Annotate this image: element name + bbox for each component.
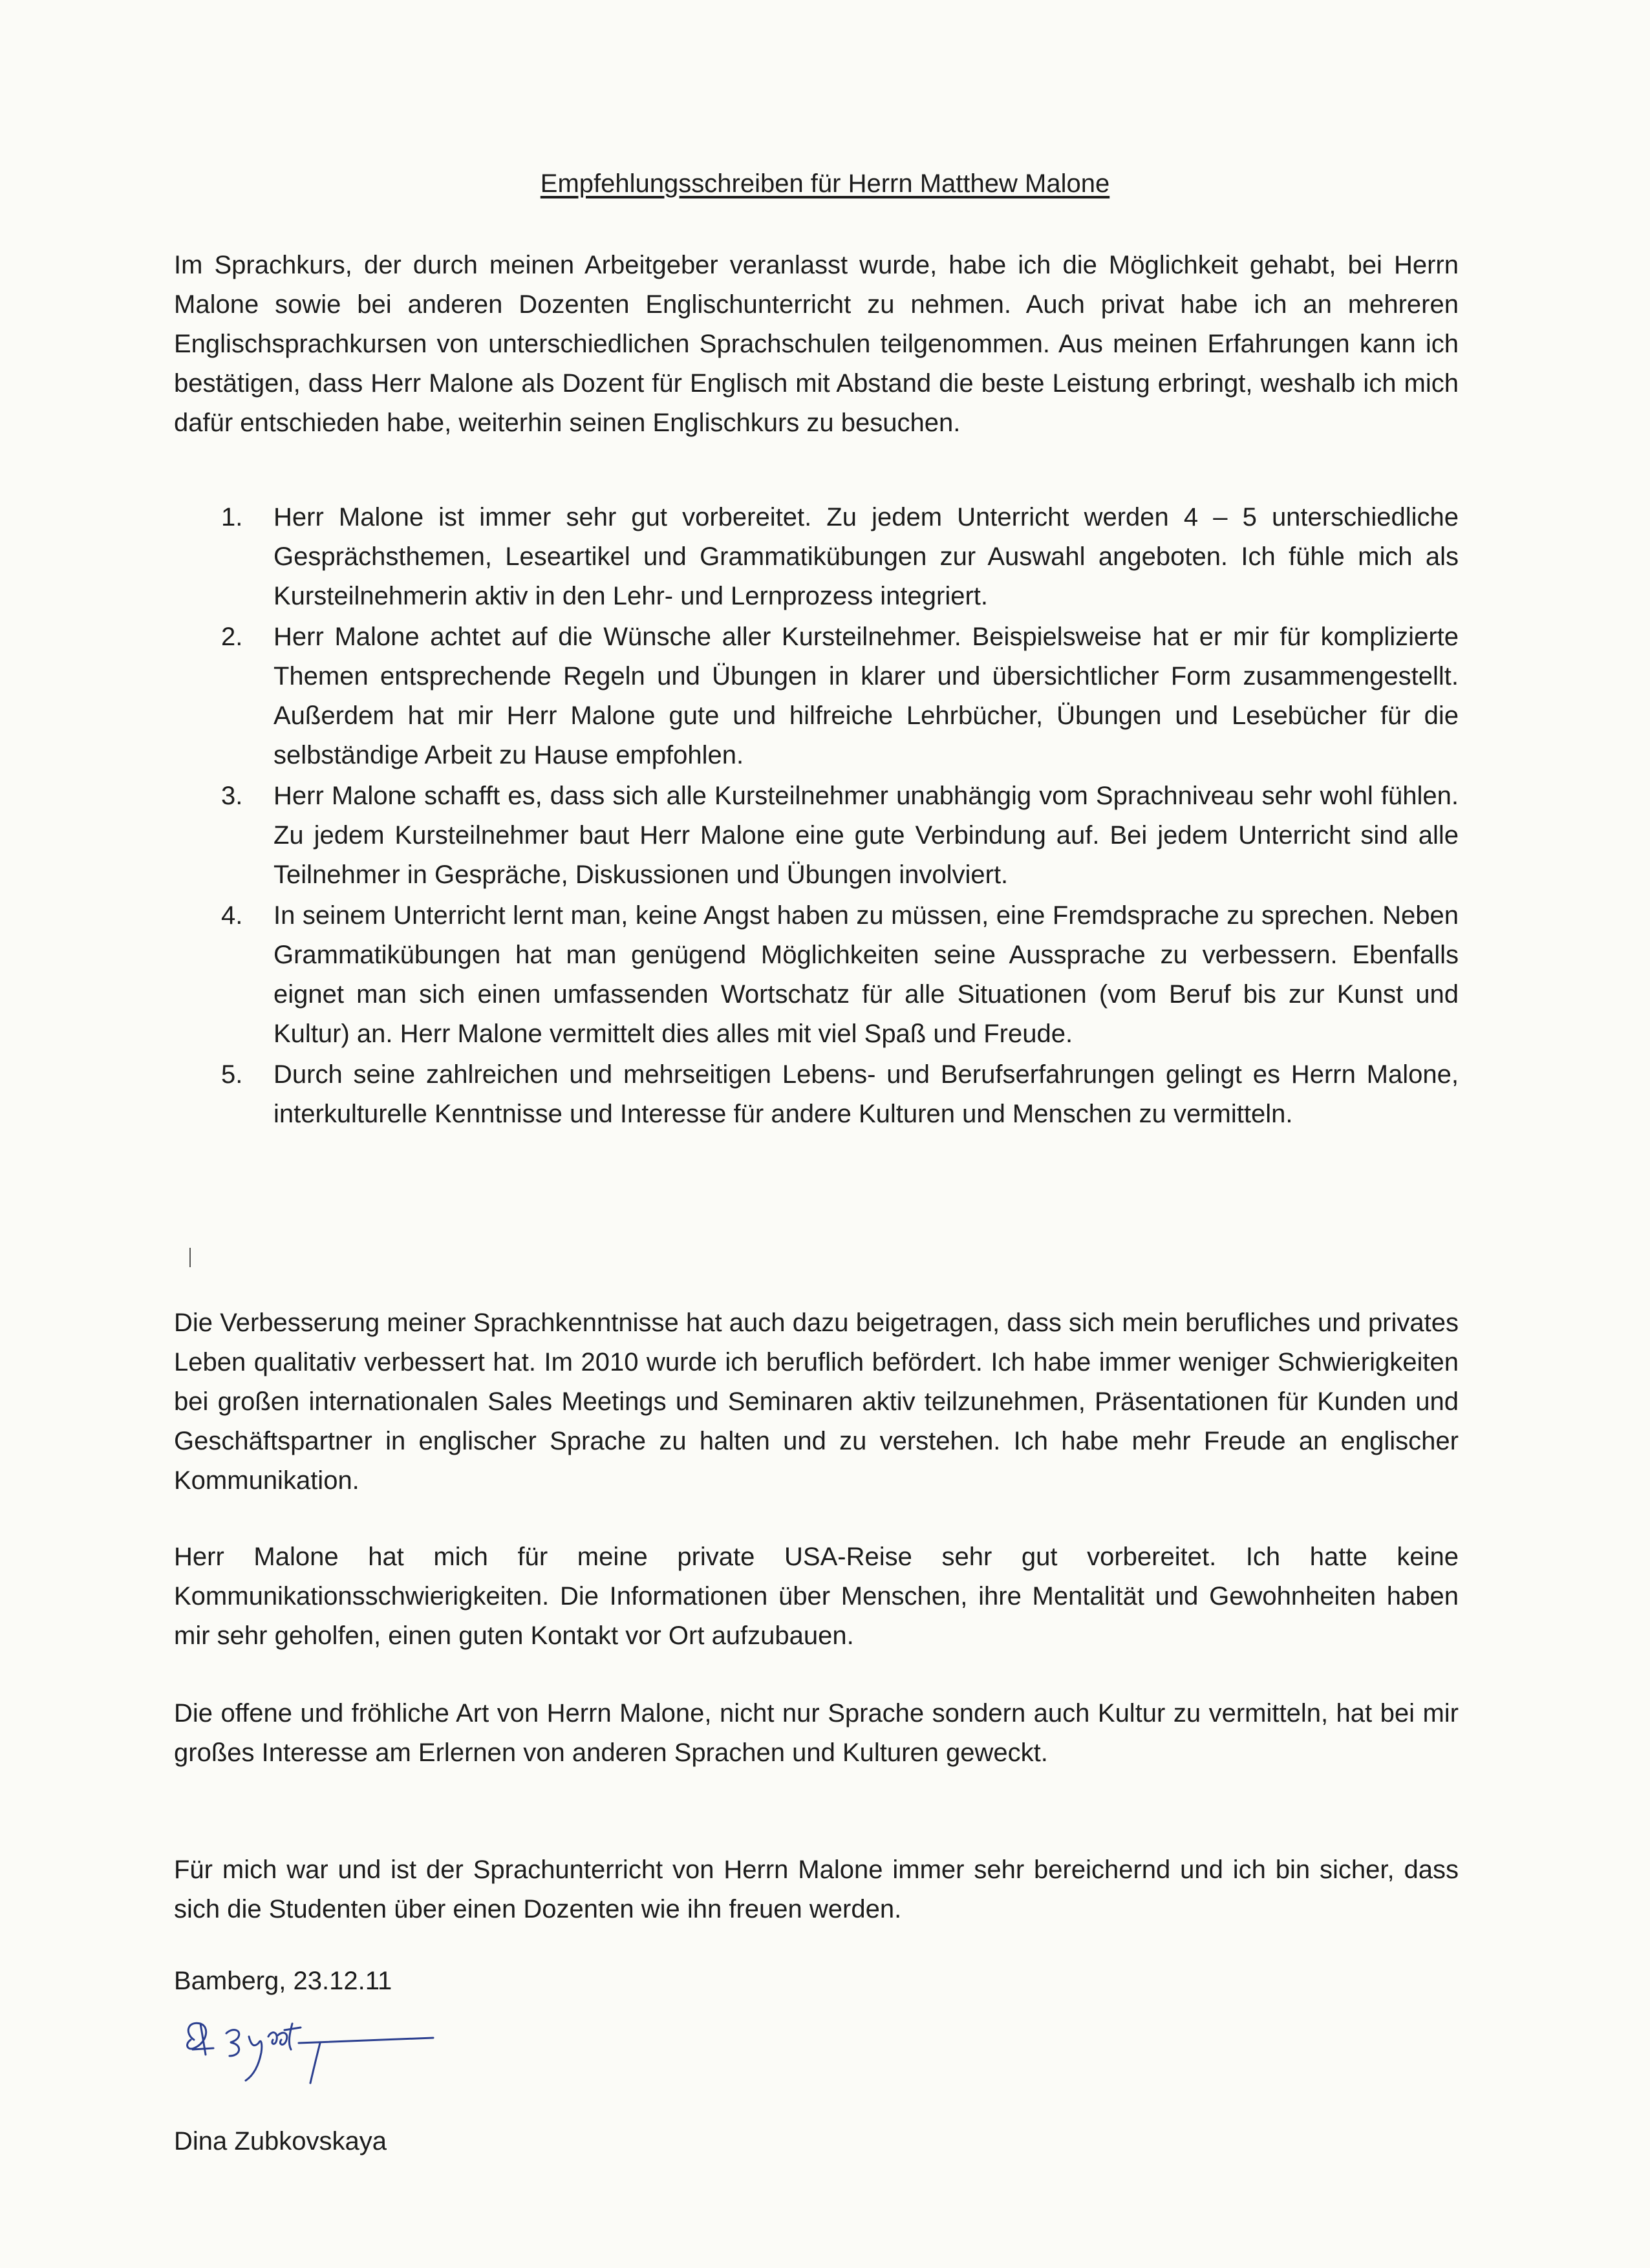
place-date: Bamberg, 23.12.11 <box>174 1967 392 1995</box>
list-item <box>0 896 1650 1054</box>
list-item-number: 1. <box>221 503 243 531</box>
list-item-text: Durch seine zahlreichen und mehrseitigen Lebens- und Berufserfahrungen gelingt es Herrn Malone, interkulturelle Kenntnisse und Interesse für andere Kulturen und Menschen zu vermitteln. <box>273 1060 1459 1128</box>
list-item-number: 2. <box>221 623 243 651</box>
numbered-list <box>0 498 1650 1135</box>
intro-paragraph: Im Sprachkurs, der durch meinen Arbeitgeber veranlasst wurde, habe ich die Möglichkeit gehabt, bei Herrn Malone sowie bei anderen Dozenten Englischunterricht zu nehmen. Auch privat habe ich an mehreren Englischsprachkursen von unterschiedlichen Sprachschulen teilgenommen. Aus meinen Erfahrungen kann ich bestätigen, dass Herr Malone als Dozent für Englisch mit Abstand die beste Leistung erbringt, weshalb ich mich dafür entschieden habe, weiterhin seinen Englischkurs zu besuchen. <box>174 251 1459 437</box>
list-item-text: Herr Malone achtet auf die Wünsche aller Kursteilnehmer. Beispielsweise hat er mir für komplizierte Themen entsprechende Regeln und Übungen in klarer und übersichtlicher Form zusammengestellt. Außerdem hat mir Herr Malone gute und hilfreiche Lehrbücher, Übungen und Lesebücher für die selbständige Arbeit zu Hause empfohlen. <box>273 623 1459 769</box>
body-paragraph: Herr Malone hat mich für meine private USA-Reise sehr gut vorbereitet. Ich hatte keine Kommunikationsschwierigkeiten. Die Informationen über Menschen, ihre Mentalität und Gewohnheiten haben mir sehr geholfen, einen guten Kontakt vor Ort aufzubauen. <box>174 1543 1459 1650</box>
list-item <box>0 617 1650 775</box>
list-item-number: 3. <box>221 782 243 810</box>
list-item <box>0 498 1650 616</box>
list-item-text: In seinem Unterricht lernt man, keine Angst haben zu müssen, eine Fremdsprache zu sprechen. Neben Grammatikübungen hat man genügend Möglichkeiten seine Aussprache zu verbessern. Ebenfalls eignet man sich einen umfassenden Wortschatz für alle Situationen (vom Beruf bis zur Kunst und Kultur) an. Herr Malone vermittelt dies alles mit viel Spaß und Freude. <box>273 901 1459 1048</box>
list-item-text: Herr Malone schafft es, dass sich alle Kursteilnehmer unabhängig vom Sprachniveau sehr wohl fühlen. Zu jedem Kursteilnehmer baut Herr Malone eine gute Verbindung auf. Bei jedem Unterricht sind alle Teilnehmer in Gespräche, Diskussionen und Übungen involviert. <box>273 782 1459 889</box>
list-item <box>0 776 1650 895</box>
signer-name: Dina Zubkovskaya <box>174 2127 387 2156</box>
scan-mark <box>189 1248 191 1267</box>
handwritten-signature <box>181 2004 440 2088</box>
body-paragraph: Die offene und fröhliche Art von Herrn Malone, nicht nur Sprache sondern auch Kultur zu vermitteln, hat bei mir großes Interesse am Erlernen von anderen Sprachen und Kulturen geweckt. <box>174 1699 1459 1767</box>
body-paragraph: Für mich war und ist der Sprachunterricht von Herrn Malone immer sehr bereichernd und ich bin sicher, dass sich die Studenten über einen Dozenten wie ihn freuen werden. <box>174 1856 1459 1923</box>
list-item-text: Herr Malone ist immer sehr gut vorbereitet. Zu jedem Unterricht werden 4 – 5 unterschiedliche Gesprächsthemen, Leseartikel und Grammatikübungen zur Auswahl angeboten. Ich fühle mich als Kursteilnehmerin aktiv in den Lehr- und Lernprozess integriert. <box>273 503 1459 610</box>
list-item-number: 5. <box>221 1060 243 1089</box>
list-item <box>0 1055 1650 1134</box>
list-item-number: 4. <box>221 901 243 930</box>
body-paragraph: Die Verbesserung meiner Sprachkenntnisse hat auch dazu beigetragen, dass sich mein berufliches und privates Leben qualitativ verbessert hat. Im 2010 wurde ich beruflich befördert. Ich habe immer weniger Schwierigkeiten bei großen internationalen Sales Meetings und Seminaren aktiv teilzunehmen, Präsentationen für Kunden und Geschäftspartner in englischer Sprache zu halten und zu verstehen. Ich habe mehr Freude an englischer Kommunikation. <box>174 1309 1459 1495</box>
letter-title: Empfehlungsschreiben für Herrn Matthew Malone <box>540 169 1110 198</box>
